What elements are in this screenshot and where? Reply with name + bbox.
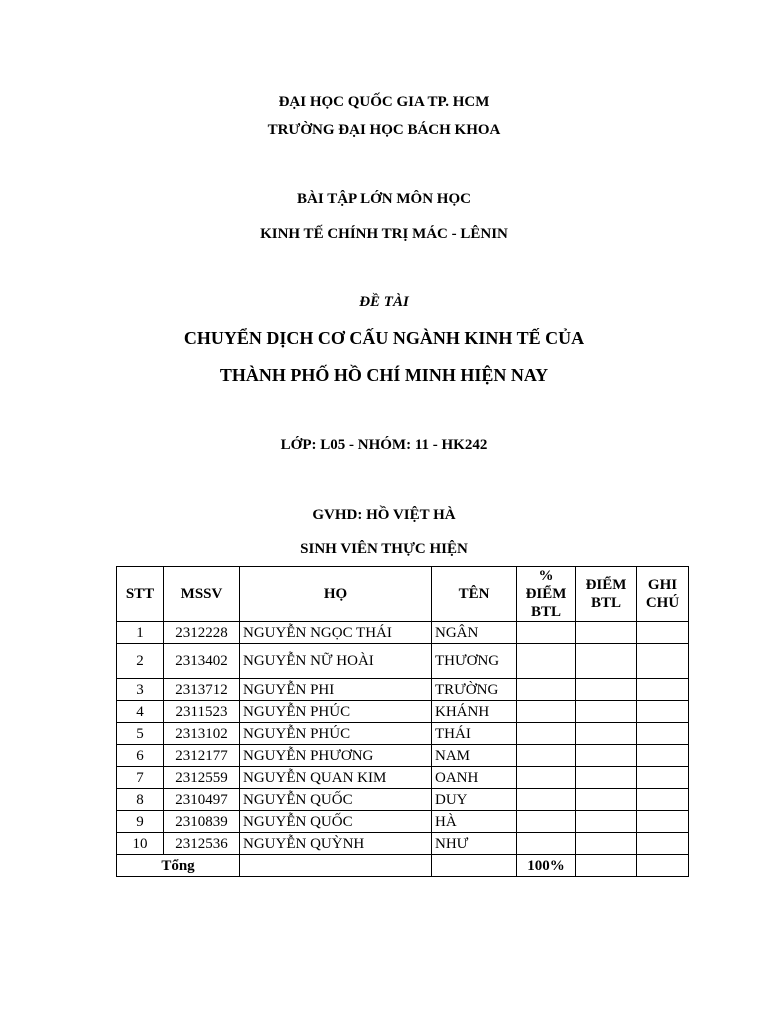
table-row (117, 767, 689, 789)
table-row (117, 644, 689, 679)
table-row (117, 811, 689, 833)
table-row (117, 745, 689, 767)
total-percent: 100% (517, 855, 576, 877)
total-row (117, 855, 689, 877)
cell-percent (517, 644, 576, 679)
total-empty-note (637, 855, 689, 877)
col-header-ten: TÊN (432, 567, 517, 622)
total-empty-ten (432, 855, 517, 877)
cell-note (637, 622, 689, 644)
table-row (117, 833, 689, 855)
cell-percent (517, 723, 576, 745)
cell-percent (517, 679, 576, 701)
school-name: TRƯỜNG ĐẠI HỌC BÁCH KHOA (267, 122, 501, 138)
cell-mssv: 2311523 (164, 701, 240, 723)
cell-score (576, 745, 637, 767)
cell-ho: NGUYỄN PHÚC (240, 701, 432, 723)
cell-ten: KHÁNH (432, 701, 517, 723)
cell-ho: NGUYỄN PHÚC (240, 723, 432, 745)
students-heading: SINH VIÊN THỰC HIỆN (300, 541, 468, 557)
cell-ho: NGUYỄN QUAN KIM (240, 767, 432, 789)
cell-note (637, 679, 689, 701)
cell-note (637, 644, 689, 679)
cell-mssv: 2313712 (164, 679, 240, 701)
cell-stt: 2 (117, 644, 164, 679)
cell-ten: OANH (432, 767, 517, 789)
cell-mssv: 2312536 (164, 833, 240, 855)
cell-ten: HÀ (432, 811, 517, 833)
class-info: LỚP: L05 - NHÓM: 11 - HK242 (280, 437, 488, 453)
topic-label: ĐỀ TÀI (359, 294, 409, 310)
cell-ten: NGÂN (432, 622, 517, 644)
cell-note (637, 811, 689, 833)
cell-note (637, 833, 689, 855)
cell-stt: 5 (117, 723, 164, 745)
col-header-ho: HỌ (240, 567, 432, 622)
cell-stt: 8 (117, 789, 164, 811)
table-row (117, 789, 689, 811)
cell-ten: TRƯỜNG (432, 679, 517, 701)
cell-percent (517, 767, 576, 789)
cell-score (576, 767, 637, 789)
col-header-note: GHI CHÚ (637, 567, 689, 622)
cell-mssv: 2310839 (164, 811, 240, 833)
cell-stt: 1 (117, 622, 164, 644)
cell-stt: 3 (117, 679, 164, 701)
cell-percent (517, 811, 576, 833)
col-header-percent: % ĐIỂM BTL (517, 567, 576, 622)
cell-ho: NGUYỄN QUỐC (240, 811, 432, 833)
cell-score (576, 811, 637, 833)
topic-title-line-1: CHUYỂN DỊCH CƠ CẤU NGÀNH KINH TẾ CỦA (183, 328, 585, 348)
cell-ten: THÁI (432, 723, 517, 745)
cell-stt: 4 (117, 701, 164, 723)
total-label: Tổng (117, 855, 240, 877)
col-header-score: ĐIỂM BTL (576, 567, 637, 622)
cell-ho: NGUYỄN NGỌC THÁI (240, 622, 432, 644)
topic-title-line-2: THÀNH PHỐ HỒ CHÍ MINH HIỆN NAY (219, 365, 549, 385)
cell-ho: NGUYỄN QUỐC (240, 789, 432, 811)
total-empty-ho (240, 855, 432, 877)
cell-mssv: 2312559 (164, 767, 240, 789)
cell-mssv: 2313102 (164, 723, 240, 745)
assignment-title: BÀI TẬP LỚN MÔN HỌC (297, 191, 471, 207)
course-name: KINH TẾ CHÍNH TRỊ MÁC - LÊNIN (260, 226, 508, 242)
cell-score (576, 789, 637, 811)
cell-ten: DUY (432, 789, 517, 811)
table-header-row (117, 567, 689, 622)
col-header-mssv: MSSV (164, 567, 240, 622)
cell-ten: THƯƠNG (432, 644, 517, 679)
cell-stt: 10 (117, 833, 164, 855)
cell-ho: NGUYỄN PHƯƠNG (240, 745, 432, 767)
table-row (117, 701, 689, 723)
cell-mssv: 2312228 (164, 622, 240, 644)
instructor: GVHD: HỒ VIỆT HÀ (312, 507, 456, 523)
cell-percent (517, 745, 576, 767)
cell-stt: 9 (117, 811, 164, 833)
cell-stt: 7 (117, 767, 164, 789)
cell-score (576, 679, 637, 701)
cell-ten: NAM (432, 745, 517, 767)
cell-note (637, 723, 689, 745)
cell-ho: NGUYỄN NỮ HOÀI (240, 644, 432, 679)
cell-ho: NGUYỄN PHI (240, 679, 432, 701)
cell-note (637, 789, 689, 811)
cell-ho: NGUYỄN QUỲNH (240, 833, 432, 855)
cell-mssv: 2310497 (164, 789, 240, 811)
university-name: ĐẠI HỌC QUỐC GIA TP. HCM (278, 94, 490, 110)
total-empty-score (576, 855, 637, 877)
table-row (117, 679, 689, 701)
table-row (117, 622, 689, 644)
cell-score (576, 701, 637, 723)
col-header-stt: STT (117, 567, 164, 622)
cell-score (576, 644, 637, 679)
cell-ten: NHƯ (432, 833, 517, 855)
cell-note (637, 745, 689, 767)
cell-percent (517, 789, 576, 811)
cell-stt: 6 (117, 745, 164, 767)
cell-percent (517, 622, 576, 644)
cell-percent (517, 701, 576, 723)
cell-note (637, 701, 689, 723)
cell-score (576, 833, 637, 855)
members-table (116, 566, 689, 877)
cell-mssv: 2313402 (164, 644, 240, 679)
cell-mssv: 2312177 (164, 745, 240, 767)
cell-note (637, 767, 689, 789)
table-row (117, 723, 689, 745)
cell-score (576, 723, 637, 745)
cell-percent (517, 833, 576, 855)
cell-score (576, 622, 637, 644)
